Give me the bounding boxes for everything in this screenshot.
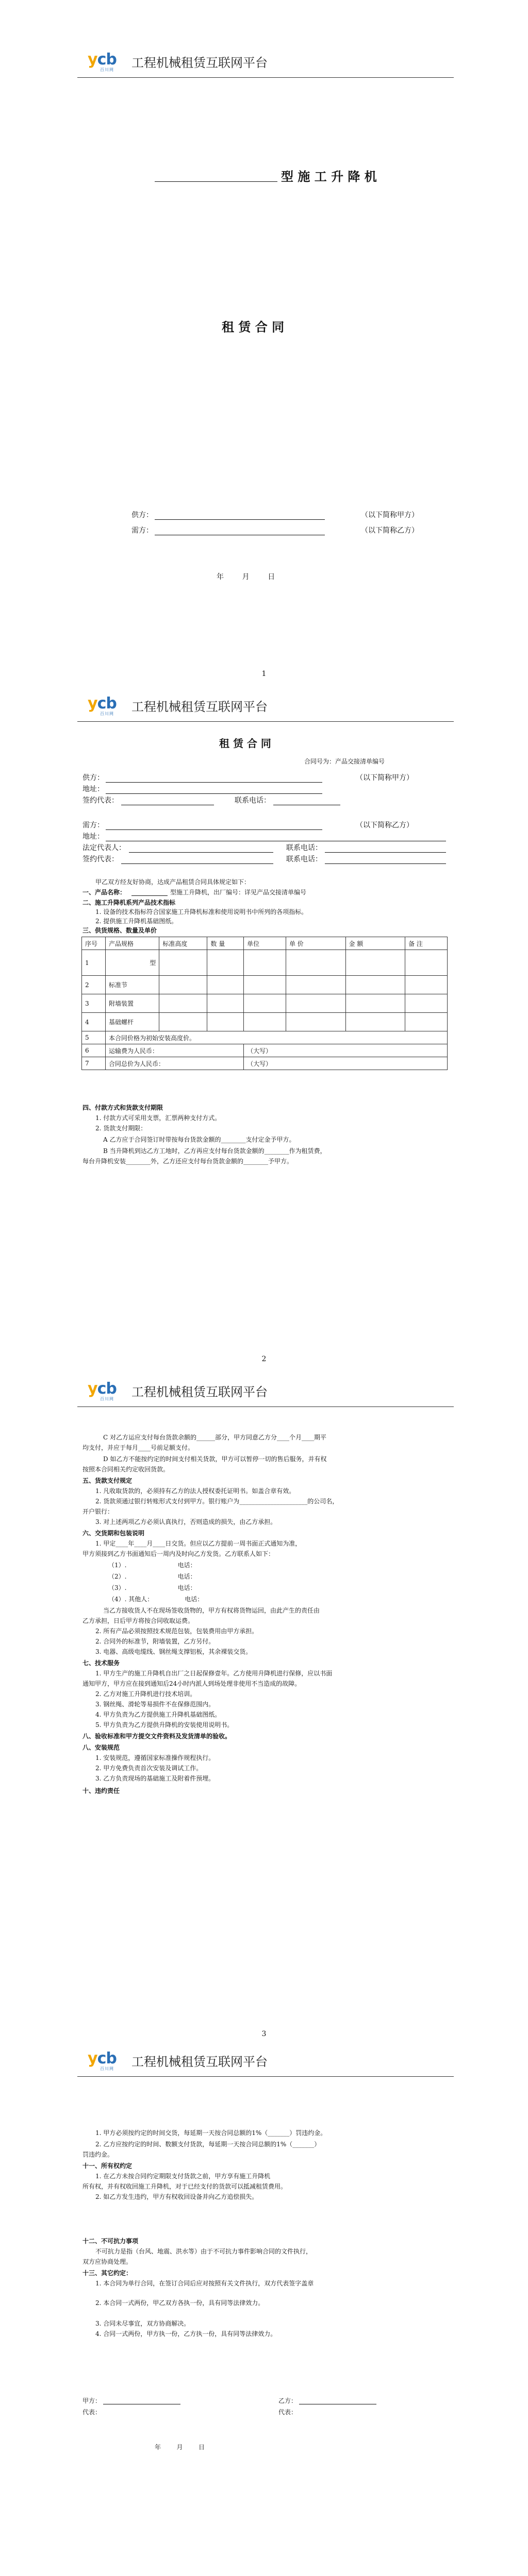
party-a-label: 甲方： [82,2397,102,2404]
table-cell: 3 [82,994,106,1013]
page-number: 1 [261,670,267,678]
clause-text: C 对乙方运应支付每台货款余额的______部分，甲方同意乙方分____个月____期平 [103,1434,326,1441]
section-12: 十二、不可抗力事项 [82,2238,139,2245]
section-11-item: 1. 在乙方未按合同约定期限支付货款之前，甲方享有施工升降机 [95,2173,271,2180]
section-7-item: 2. 乙方对施工升降机进行技术培训。 [95,1690,196,1698]
party-b-label: 乙方： [278,2397,298,2404]
lessee-label: 需方： [131,527,153,535]
section-13-item: 2. 本合同一式两份，甲乙双方各执一份，具有同等法律效力。 [95,2299,265,2307]
section-9-item: 2. 甲方免费负责首次安装及调试工作。 [95,1765,203,1772]
table-row [82,1031,448,1044]
section-9: 八、安装规范 [82,1744,120,1751]
table-cell [207,1013,244,1031]
page-header [77,1370,454,1407]
page-header [77,685,454,722]
table-header-row [82,937,448,950]
table-cell [345,950,405,976]
intro-text: 甲乙双方经友好协商，达成产品租赁合同具体规定如下： [95,878,251,886]
supplier-address-label: 地址： [82,785,104,793]
cover-date: 年 月 日 [217,573,275,581]
section-13-item: 1. 本合同为单行合同，在签订合同后应对按照有关文件执行，双方代表签字盖章 [95,2280,314,2287]
section-2-item: 1. 设备的技术指标符合国家施工升降机标准和使用说明书中所列的各项指标。 [95,908,308,916]
page-2 [0,685,528,1370]
table-cell [159,994,207,1013]
section-13-item: 4. 合同一式两份，甲方执一份，乙方执一份，具有同等法律效力。 [95,2330,277,2337]
table-cell: 6 [82,1044,106,1057]
contract-title: 租 赁 合 同 [222,319,285,334]
page-number: 2 [261,1355,267,1363]
section-6-item: 当乙方接收货人不在现场签收货物的，甲方有权将货物运回，由此产生的责任由 [103,1607,320,1614]
clause-text: 1. 甲方必须按约定的时间交货，每延期一天按合同总额的1%（_______）罚违约金。 [95,2129,327,2137]
buyer-note: （以下简称乙方） [356,821,414,829]
shipping-fee-label: 运输费为人民币： [105,1044,243,1057]
table-header: 产品规格 [105,937,159,950]
table-row [82,950,448,976]
lessor-label: 供方： [131,511,153,519]
section-6: 六、交货期和包装说明 [82,1530,145,1537]
section-7-item: 1. 甲方生产的施工升降机自出厂之日起保修壹年。乙方使用升降机进行保修，应以书面 [95,1670,333,1677]
table-cell [345,994,405,1013]
table-cell [207,950,244,976]
table-cell: 7 [82,1057,106,1070]
section-12-item: 不可抗力是指（台风、地震、洪水等）由于不可抗力事件影响合同的文件执行， [95,2248,312,2255]
clause-text: 罚违约金。 [82,2151,114,2158]
table-header: 备 注 [405,937,448,950]
section-5-item: 开户银行： [82,1508,114,1515]
section-8: 八、验收标准和甲方提交文件资料及发货清单的验收。 [82,1733,232,1740]
shipping-fee-value: （大写） [244,1044,448,1057]
brand-logo: ycb 百川网 [88,1380,117,1401]
brand-logo: ycb 百川网 [88,2049,117,2071]
party-b-rep-label: 代表： [278,2409,298,2416]
section-9-item: 3. 乙方负责现场的基础施工及附着件预埋。 [95,1775,215,1782]
section-5-item: 3. 对上述两项乙方必须认真执行，否则造成的损失，由乙方承担。 [95,1518,277,1526]
section-5: 五、货款支付规定 [82,1477,133,1484]
section-4-item: A 乙方应于合同签订时带按每台货款金额的________支付定金予甲方。 [103,1136,295,1143]
lessor-note: （以下简称甲方） [361,511,419,519]
section-7-item: 通知甲方，甲方应在接到通知后24小时内派人到场处理非使用不当造成的故障。 [82,1680,301,1687]
section-10: 十、违约责任 [82,1787,120,1794]
table-row [82,1044,448,1057]
table-cell [159,1013,207,1031]
section-4-item: 每台升降机安装________外，乙方还应支付每台货款金额的________予甲方。 [82,1158,293,1165]
table-cell [345,1013,405,1031]
table-cell [286,950,345,976]
table-header: 金 额 [345,937,405,950]
table-cell [244,1013,286,1031]
section-7-item: 5. 甲方负责为乙方提供升降机的安装使用说明书。 [95,1721,234,1728]
table-note: 本合同价格为初始安装高度价。 [105,1031,447,1044]
section-6-item: 甲方须接到乙方书面通知后一周内及时向乙方发货。乙方联系人如下： [82,1550,275,1557]
table-header: 单 价 [286,937,345,950]
clause-text: D 如乙方不能按约定的时间支付相关货款，甲方可以暂停一切的售后服务，并有权 [103,1455,327,1463]
contract-title: 租 赁 合 同 [219,737,271,750]
brand-title: 工程机械租赁互联网平台 [131,700,268,714]
table-row [82,1057,448,1070]
table-header: 序号 [82,937,106,950]
section-4-item: 2. 货款支付期限： [95,1125,147,1132]
table-cell: 4 [82,1013,106,1031]
table-cell [405,976,448,994]
lessee-note: （以下简称乙方） [361,527,419,535]
table-header: 数 量 [207,937,244,950]
lessor-blank [155,519,325,520]
section-11: 十一、所有权约定 [82,2162,133,2170]
brand-title: 工程机械租赁互联网平台 [131,56,268,70]
brand-title: 工程机械租赁互联网平台 [131,1385,268,1399]
product-name-value: 型施工升降机，出厂编号：详见产品交接清单编号 [170,889,307,896]
legal-rep-label: 法定代表人： [82,844,126,852]
signer-label: 签约代表： [82,855,119,863]
contact-line: （3）. 电话： [108,1584,196,1591]
table-cell: 基础螺杆 [105,1013,159,1031]
table-row [82,976,448,994]
table-row [82,1013,448,1031]
supplier-note: （以下简称甲方） [356,774,414,782]
section-13: 十三、其它约定： [82,2269,133,2277]
page-3 [0,1370,528,2056]
section-7: 七、技术服务 [82,1659,120,1667]
clause-text: 按照本合同相关约定收回货款。 [82,1466,170,1473]
sign-date: 年 月 日 [155,2444,205,2451]
page-header [77,2040,454,2077]
section-9-item: 1. 安装规范，遵循国家标准操作规程执行。 [95,1754,215,1761]
spec-table [81,937,448,1070]
page-4 [0,2040,528,2576]
table-cell [286,994,345,1013]
section-11-item: 2. 如乙方发生违约，甲方有权收回设备并向乙方追偿损失。 [95,2193,258,2200]
cover-title: 型 施 工 升 降 机 [281,169,377,184]
total-price-label: 合同总价为人民币： [105,1057,243,1070]
phone-blank [325,863,446,864]
section-13-item: 3. 合同未尽事宜，双方协商解决。 [95,2320,190,2327]
legal-rep-blank [129,852,273,853]
table-cell: 附墙装置 [105,994,159,1013]
table-cell: 2 [82,976,106,994]
section-6-item: 2. 所有产品必须按照技术规范包装，包装费用由甲方承担。 [95,1628,258,1635]
supplier-address-blank [106,793,322,794]
page-number: 3 [261,2030,267,2038]
signer-label: 签约代表： [82,796,119,805]
table-cell [405,994,448,1013]
brand-title: 工程机械租赁互联网平台 [131,2055,268,2069]
model-blank [155,181,277,182]
table-cell: 5 [82,1031,106,1044]
table-cell [244,976,286,994]
table-cell [244,950,286,976]
buyer-label: 需方： [82,821,104,829]
phone-blank [325,852,446,853]
table-cell [286,976,345,994]
page-header [77,41,454,78]
table-row [82,994,448,1013]
total-price-value: （大写） [244,1057,448,1070]
phone-label: 联系电话： [286,844,322,852]
table-cell: 型 [105,950,159,976]
section-2: 二、施工升降机系列产品技术指标 [82,899,176,906]
brand-logo: ycb 百川网 [88,50,117,72]
table-cell [345,976,405,994]
table-header: 单位 [244,937,286,950]
section-2-item: 2. 提供施工升降机基础图纸。 [95,918,178,925]
table-cell [405,1013,448,1031]
model-blank [131,895,168,896]
table-cell [286,1013,345,1031]
buyer-address-label: 地址： [82,833,104,841]
section-5-item: 2. 货款须通过银行转账形式支付到甲方。银行账户为______________________的公司名， [95,1498,339,1505]
supplier-label: 供方： [82,774,104,782]
signer-blank [121,863,273,864]
clause-text: 均支付，并应于每月____号前足额支付。 [82,1444,194,1451]
section-12-item: 双方应协商处理。 [82,2258,133,2265]
contact-line: （1）. 电话： [108,1562,196,1569]
section-6-item: 乙方承担，日后甲方将按合同收取运费。 [82,1617,194,1624]
section-6-item: 1. 甲定____年____月____日交货。但应以乙方提前一周书面正式通知为准， [95,1540,302,1547]
party-a-rep-label: 代表： [82,2409,102,2416]
supplier-blank [106,782,322,783]
table-header: 标准高度 [159,937,207,950]
page-1 [0,0,528,685]
section-3: 三、供货规格、数量及单价 [82,927,157,934]
contact-line: （4）. 其他人： 电话： [108,1596,204,1603]
contact-line: （2）. 电话： [108,1573,196,1580]
brand-logo: ycb 百川网 [88,694,117,716]
table-cell [207,994,244,1013]
table-cell [159,950,207,976]
section-7-item: 4. 甲方负责为乙方提供施工升降机基础图纸。 [95,1711,221,1718]
clause-text: 2. 乙方应按约定的时间、数额支付货款，每延期一天按合同总额的1%（_______） [95,2141,321,2148]
phone-label: 联系电话： [286,855,322,863]
section-4-item: 1. 付款方式可采用支票，汇票两种支付方式。 [95,1114,221,1122]
section-5-item: 1. 凡收取货款的，必须持有乙方的法人授权委托证明书。如盖合章有效。 [95,1487,295,1495]
table-cell [207,976,244,994]
table-cell [159,976,207,994]
buyer-blank [106,829,322,830]
table-cell [405,950,448,976]
table-cell [244,994,286,1013]
table-cell: 1 [82,950,106,976]
section-4: 四、付款方式和货款支付期限 [82,1104,163,1111]
section-6-item: 3. 电器、高级电缆线、钢丝绳支撑铝板，其余裸装交货。 [95,1648,252,1655]
section-7-item: 3. 钢丝绳、滑轮等易损件不在保修范围内。 [95,1701,215,1708]
table-cell: 标准节 [105,976,159,994]
section-11-item: 所有权，并有权收回施工升降机，对于已经支付的货款可以抵减租赁费用。 [82,2183,287,2190]
contract-number: 合同号为：产品交接清单编号 [304,758,385,765]
section-1: 一、产品名称： [82,889,126,896]
section-6-item: 2. 合同外的标准节，附墙装置，乙方另付。 [95,1638,215,1645]
section-4-item: B 当升降机到达乙方工地时，乙方再应支付每台货款金额的________作为租赁费， [103,1147,326,1155]
phone-label: 联系电话： [235,796,271,805]
